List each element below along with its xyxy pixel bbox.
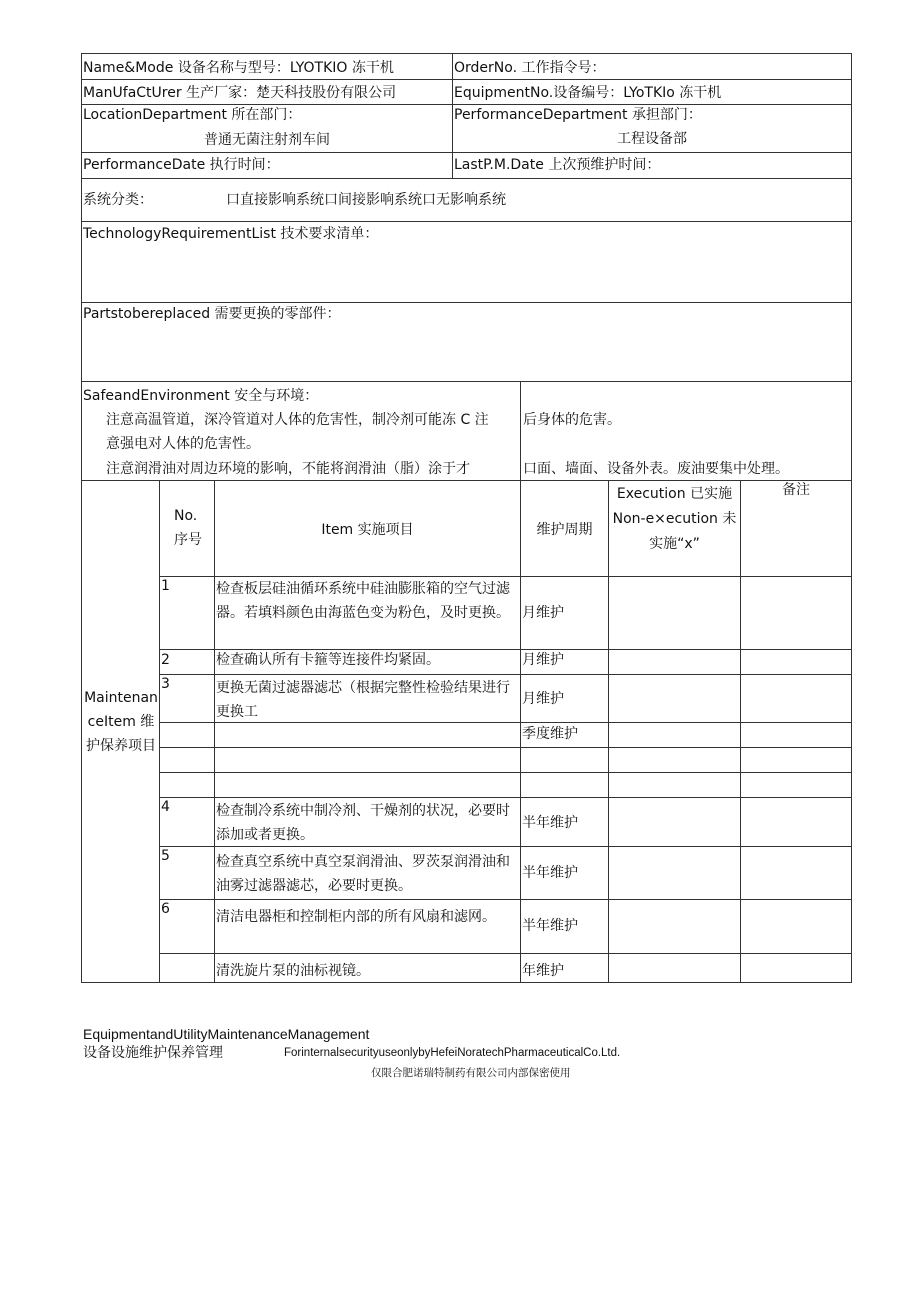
location-department-value: 普通无菌注射剂车间 [204,132,330,148]
performance-department-label: PerformanceDepartment 承担部门： [454,107,702,123]
performance-date-label: PerformanceDate 执行时间： [83,157,280,173]
performance-department-value: 工程设备部 [617,131,687,147]
row-number: 6 [161,901,170,917]
system-classification-label: 系统分类： [83,192,153,208]
technology-requirement-label: TechnologyRequirementList 技术要求清单： [83,226,379,242]
name-model-label: Name&Mode 设备名称与型号：LYOTKIO 冻干机 [83,60,394,76]
row-cycle: 半年维护 [522,815,578,831]
equipment-no-label: EquipmentNo.设备编号：LYoTKIo 冻干机 [454,85,722,101]
row-number: 3 [161,676,170,692]
maintenance-item-section-label: Maintenan ceItem 维护保养项目 [84,690,158,754]
footer-confidential-chinese: 仅限合肥诺瑞特制药有限公司内部保密使用 [371,1067,571,1079]
safety-line-1-left: 注意高温管道，深冷管道对人体的危害性，制冷剂可能冻 C 注 [106,412,489,428]
order-no-label: OrderNo. 工作指令号： [454,60,606,76]
column-header-cycle: 维护周期 [536,522,593,538]
row-cycle: 月维护 [522,652,564,668]
footer-confidential-english: ForinternalsecurityuseonlybyHefeiNoratechPharmaceuticalCo.Ltd. [284,1047,621,1059]
row-item: 检查制冷系统中制冷剂、干燥剂的状况，必要时添加或者更换。 [216,803,510,843]
safety-line-3-left: 注意润滑油对周边环境的影响，不能将润滑油（脂）涂于才 [106,461,470,477]
row-cycle: 半年维护 [522,865,578,881]
row-item: 检查板层硅油循环系统中硅油膨胀箱的空气过滤器。若填料颜色由海蓝色变为粉色，及时更换。 [216,581,510,621]
row-item: 清洁电器柜和控制柜内部的所有风扇和滤网。 [216,909,496,925]
column-header-item: Item 实施项目 [321,522,414,538]
row-cycle: 季度维护 [522,726,578,742]
row-cycle: 月维护 [522,691,564,707]
row-item: 更换无菌过滤器滤芯（根据完整性检验结果进行更换工 [216,680,510,720]
safety-line-1-right: 后身体的危害。 [523,412,621,428]
last-pm-date-label: LastP.M.Date 上次预维护时间： [454,157,661,173]
row-number: 5 [161,848,170,864]
row-number: 4 [161,799,170,815]
safety-environment-label: SafeandEnvironment 安全与环境： [83,388,319,404]
row-cycle: 月维护 [522,605,564,621]
row-item: 检查确认所有卡箍等连接件均紧固。 [216,652,440,668]
system-classification-options: 口直接影响系统口间接影响系统口无影响系统 [226,192,506,208]
safety-line-3-right: 口面、墙面、设备外表。废油要集中处理。 [523,461,789,477]
row-number: 2 [161,652,170,668]
manufacturer-label: ManUfaCtUrer 生产厂家：楚天科技股份有限公司 [83,85,397,101]
location-department-label: LocationDepartment 所在部门： [83,107,302,123]
column-header-no: No. 序号 [174,508,202,548]
row-number: 1 [161,578,170,594]
safety-line-2: 意强电对人体的危害性。 [106,436,260,452]
column-header-remark: 备注 [782,482,810,498]
footer-title-english: EquipmentandUtilityMaintenanceManagement [83,1026,370,1042]
row-cycle: 年维护 [522,963,564,979]
parts-to-be-replaced-label: Partstobereplaced 需要更换的零部件： [83,306,341,322]
row-cycle: 半年维护 [522,918,578,934]
footer-title-chinese: 设备设施维护保养管理 [83,1045,223,1061]
row-item: 检查真空系统中真空泵润滑油、罗茨泵润滑油和油雾过滤器滤芯，必要时更换。 [216,854,510,894]
row-item: 清洗旋片泵的油标视镜。 [216,963,370,979]
column-header-execution: Execution 已实施 Non-e×ecution 未实施“x” [612,486,737,552]
